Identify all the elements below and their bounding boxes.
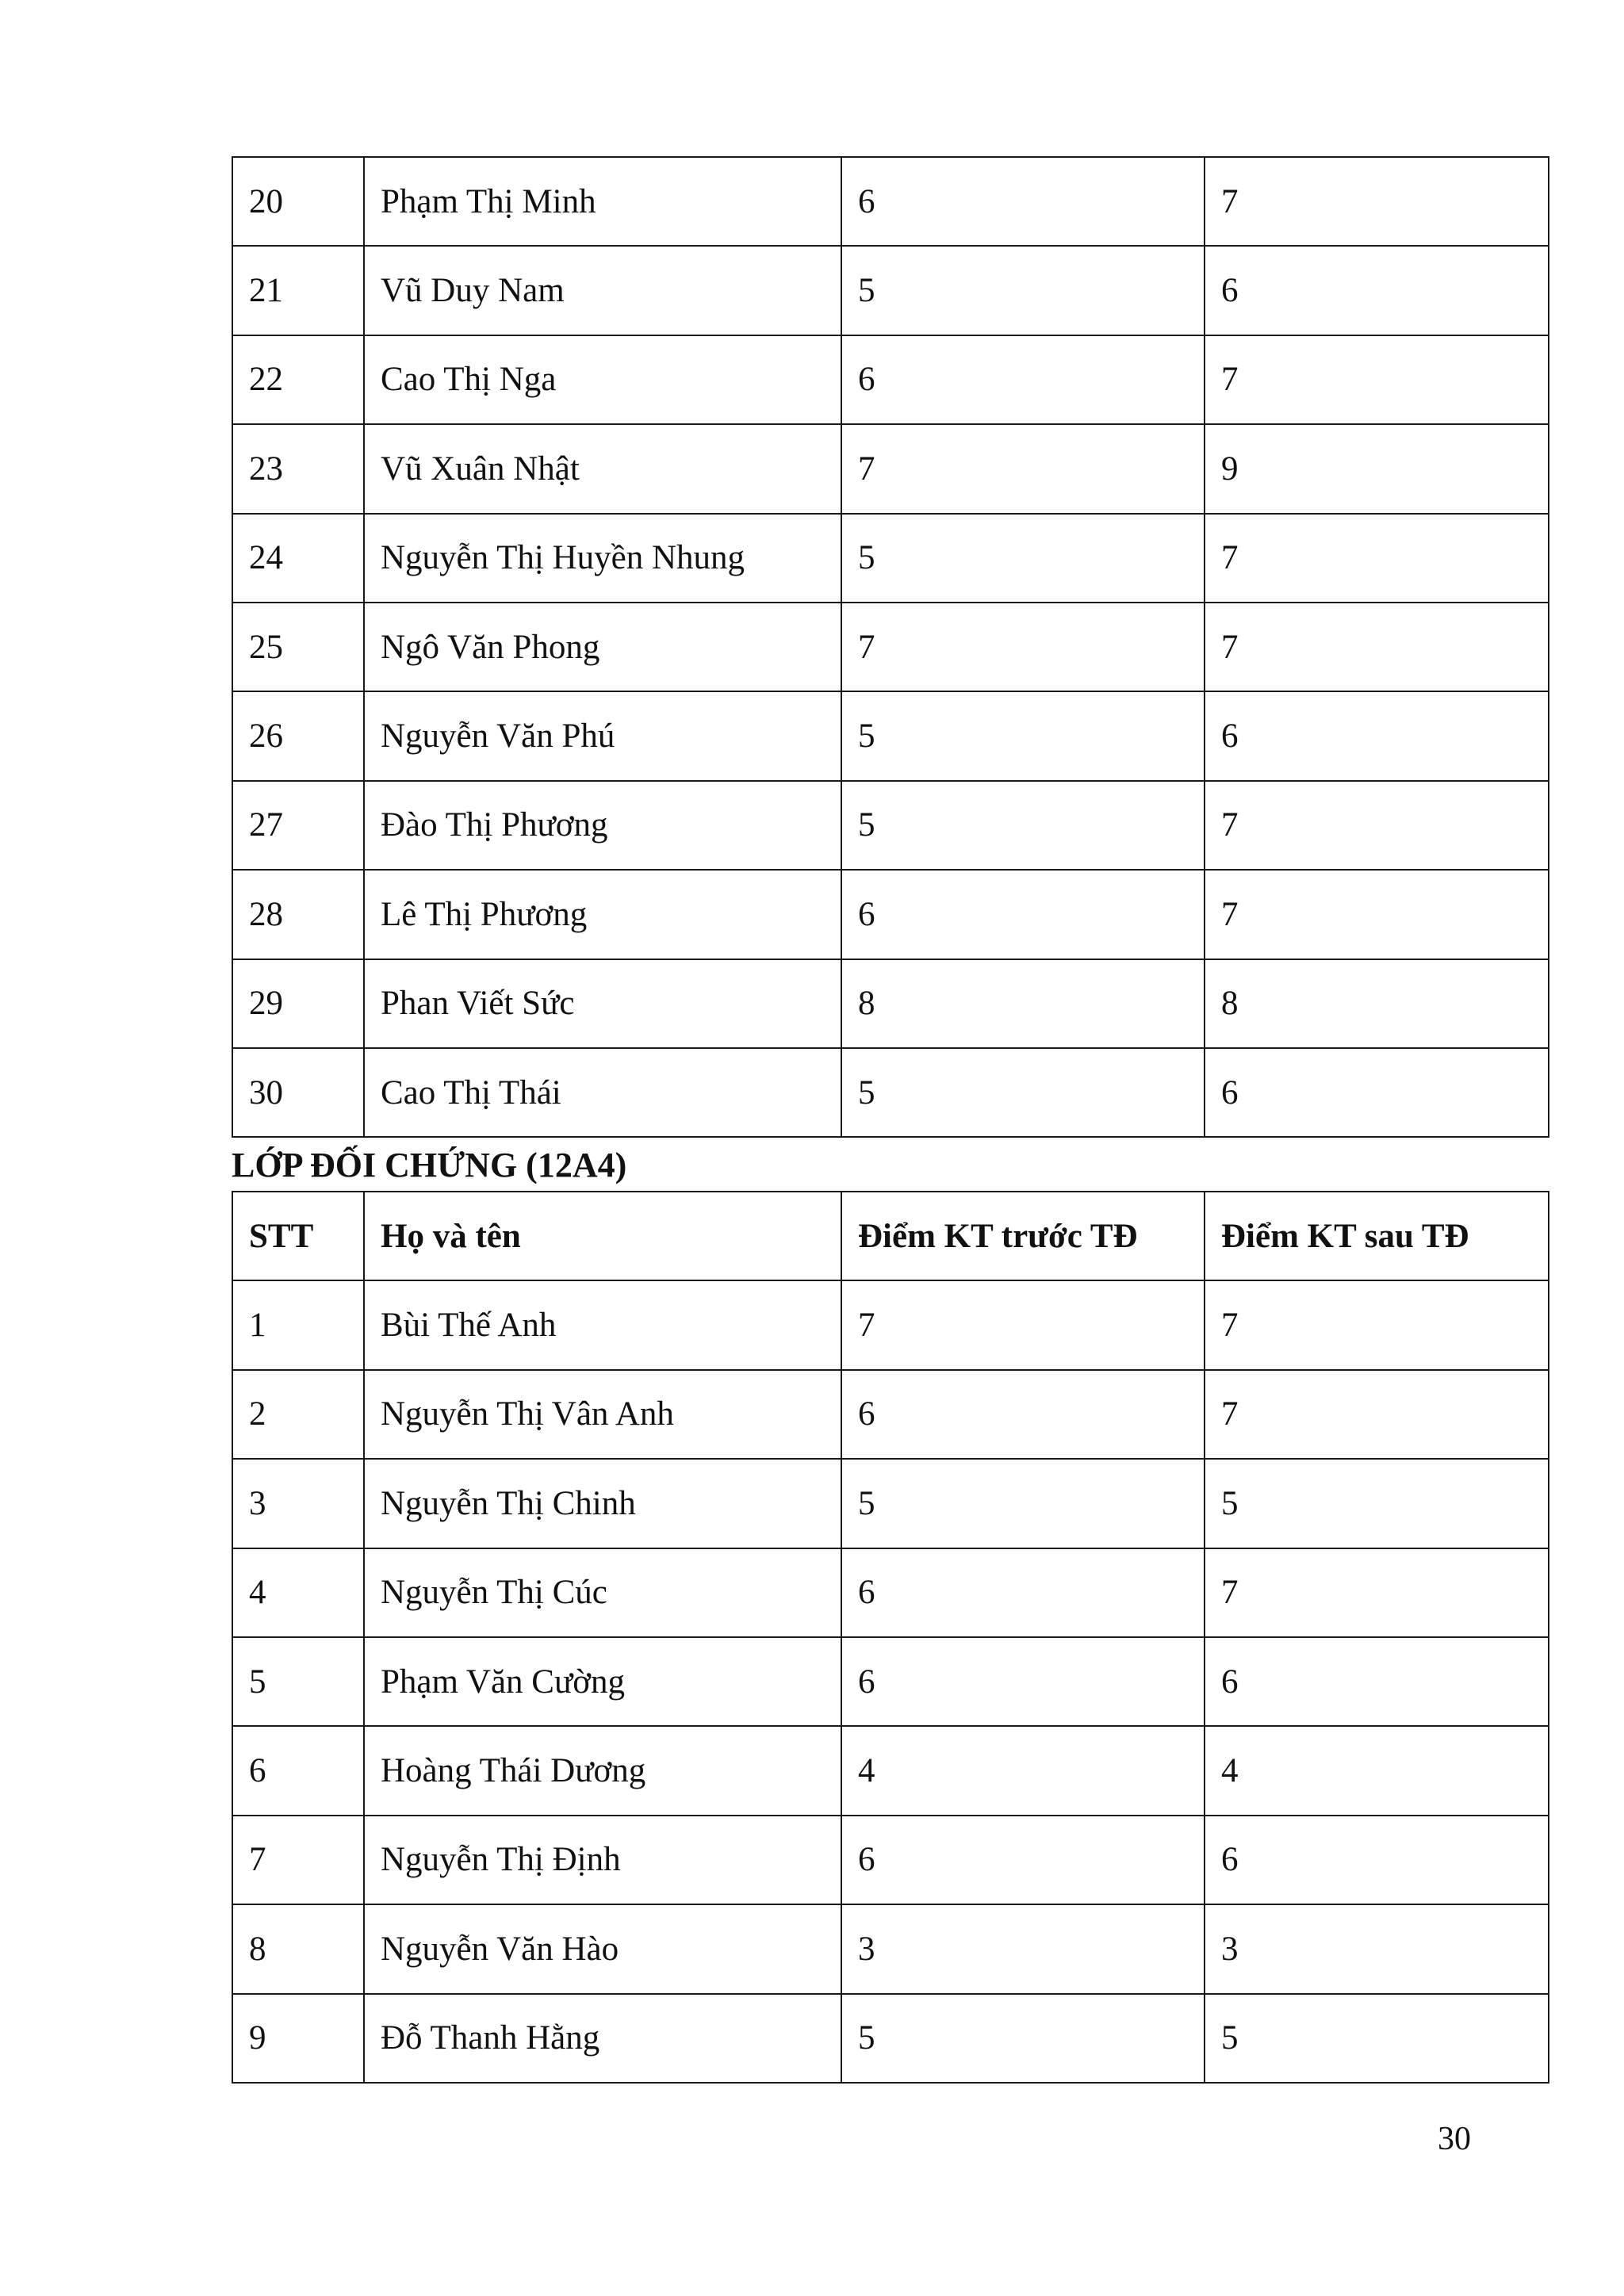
- cell-score-after: 7: [1205, 514, 1549, 603]
- cell-student-name: Vũ Xuân Nhật: [364, 424, 841, 513]
- table-row: [232, 603, 1549, 691]
- cell-stt: 7: [232, 1816, 364, 1904]
- table-row: [232, 335, 1549, 424]
- cell-score-before: 8: [841, 959, 1205, 1048]
- table-row: [232, 1994, 1549, 2083]
- cell-score-before: 5: [841, 1048, 1205, 1137]
- cell-student-name: Cao Thị Nga: [364, 335, 841, 424]
- table-row: [232, 1459, 1549, 1548]
- cell-student-name: Nguyễn Thị Huyền Nhung: [364, 514, 841, 603]
- cell-stt: 23: [232, 424, 364, 513]
- cell-student-name: Nguyễn Văn Hào: [364, 1904, 841, 1993]
- experimental-class-table-continued: [232, 156, 1549, 1138]
- cell-score-after: 7: [1205, 603, 1549, 691]
- cell-student-name: Phạm Thị Minh: [364, 157, 841, 246]
- cell-score-after: 7: [1205, 781, 1549, 870]
- cell-stt: 20: [232, 157, 364, 246]
- cell-student-name: Nguyễn Thị Cúc: [364, 1548, 841, 1637]
- cell-stt: 6: [232, 1726, 364, 1815]
- cell-student-name: Phan Viết Sức: [364, 959, 841, 1048]
- cell-score-before: 5: [841, 246, 1205, 335]
- cell-score-after: 6: [1205, 691, 1549, 780]
- control-class-table: [232, 1191, 1549, 2084]
- cell-student-name: Đào Thị Phương: [364, 781, 841, 870]
- cell-score-after: 9: [1205, 424, 1549, 513]
- table-header-row: [232, 1192, 1549, 1280]
- cell-stt: 4: [232, 1548, 364, 1637]
- cell-score-after: 7: [1205, 335, 1549, 424]
- table-row: [232, 1548, 1549, 1637]
- table-row: [232, 246, 1549, 335]
- cell-score-after: 8: [1205, 959, 1549, 1048]
- cell-score-before: 5: [841, 1994, 1205, 2083]
- cell-score-before: 6: [841, 1637, 1205, 1726]
- table-row: [232, 424, 1549, 513]
- cell-stt: 8: [232, 1904, 364, 1993]
- table-row: [232, 157, 1549, 246]
- header-stt: STT: [232, 1192, 364, 1280]
- cell-score-before: 7: [841, 424, 1205, 513]
- table-row: [232, 870, 1549, 959]
- cell-score-before: 3: [841, 1904, 1205, 1993]
- cell-student-name: Vũ Duy Nam: [364, 246, 841, 335]
- cell-score-after: 7: [1205, 1280, 1549, 1369]
- cell-student-name: Nguyễn Thị Định: [364, 1816, 841, 1904]
- cell-score-before: 4: [841, 1726, 1205, 1815]
- cell-score-before: 5: [841, 514, 1205, 603]
- page-number: 30: [1438, 2121, 1471, 2157]
- cell-score-before: 6: [841, 1370, 1205, 1459]
- cell-score-before: 6: [841, 335, 1205, 424]
- table-row: [232, 1280, 1549, 1369]
- header-name: Họ và tên: [364, 1192, 841, 1280]
- cell-stt: 30: [232, 1048, 364, 1137]
- table-row: [232, 691, 1549, 780]
- cell-score-after: 7: [1205, 1548, 1549, 1637]
- cell-student-name: Ngô Văn Phong: [364, 603, 841, 691]
- table-row: [232, 1904, 1549, 1993]
- cell-stt: 28: [232, 870, 364, 959]
- cell-stt: 3: [232, 1459, 364, 1548]
- cell-score-after: 7: [1205, 870, 1549, 959]
- cell-score-after: 4: [1205, 1726, 1549, 1815]
- cell-stt: 26: [232, 691, 364, 780]
- header-score-after: Điểm KT sau TĐ: [1205, 1192, 1549, 1280]
- cell-score-after: 5: [1205, 1994, 1549, 2083]
- cell-stt: 22: [232, 335, 364, 424]
- cell-student-name: Bùi Thế Anh: [364, 1280, 841, 1369]
- cell-score-before: 6: [841, 157, 1205, 246]
- cell-score-after: 6: [1205, 1637, 1549, 1726]
- cell-score-before: 6: [841, 1816, 1205, 1904]
- cell-student-name: Hoàng Thái Dương: [364, 1726, 841, 1815]
- cell-stt: 27: [232, 781, 364, 870]
- cell-score-after: 5: [1205, 1459, 1549, 1548]
- control-class-heading: LỚP ĐỐI CHỨNG (12A4): [232, 1146, 627, 1184]
- cell-stt: 25: [232, 603, 364, 691]
- cell-stt: 24: [232, 514, 364, 603]
- cell-student-name: Đỗ Thanh Hằng: [364, 1994, 841, 2083]
- experimental-table-body: [232, 157, 1549, 1137]
- cell-stt: 5: [232, 1637, 364, 1726]
- cell-score-after: 7: [1205, 157, 1549, 246]
- table-row: [232, 959, 1549, 1048]
- cell-student-name: Phạm Văn Cường: [364, 1637, 841, 1726]
- cell-score-after: 6: [1205, 1048, 1549, 1137]
- cell-stt: 9: [232, 1994, 364, 2083]
- table-row: [232, 1816, 1549, 1904]
- cell-student-name: Nguyễn Thị Vân Anh: [364, 1370, 841, 1459]
- table-row: [232, 1048, 1549, 1137]
- cell-score-before: 5: [841, 781, 1205, 870]
- cell-stt: 29: [232, 959, 364, 1048]
- cell-score-before: 7: [841, 603, 1205, 691]
- cell-score-before: 5: [841, 691, 1205, 780]
- cell-student-name: Lê Thị Phương: [364, 870, 841, 959]
- cell-score-after: 6: [1205, 246, 1549, 335]
- table-row: [232, 1370, 1549, 1459]
- cell-student-name: Nguyễn Văn Phú: [364, 691, 841, 780]
- cell-score-after: 7: [1205, 1370, 1549, 1459]
- cell-score-after: 6: [1205, 1816, 1549, 1904]
- cell-score-before: 6: [841, 1548, 1205, 1637]
- cell-score-before: 6: [841, 870, 1205, 959]
- header-score-before: Điểm KT trước TĐ: [841, 1192, 1205, 1280]
- cell-score-before: 5: [841, 1459, 1205, 1548]
- cell-score-before: 7: [841, 1280, 1205, 1369]
- cell-student-name: Cao Thị Thái: [364, 1048, 841, 1137]
- cell-stt: 1: [232, 1280, 364, 1369]
- control-table-body: [232, 1192, 1549, 2083]
- table-row: [232, 514, 1549, 603]
- cell-score-after: 3: [1205, 1904, 1549, 1993]
- cell-stt: 2: [232, 1370, 364, 1459]
- cell-stt: 21: [232, 246, 364, 335]
- cell-student-name: Nguyễn Thị Chinh: [364, 1459, 841, 1548]
- table-row: [232, 781, 1549, 870]
- table-row: [232, 1637, 1549, 1726]
- table-row: [232, 1726, 1549, 1815]
